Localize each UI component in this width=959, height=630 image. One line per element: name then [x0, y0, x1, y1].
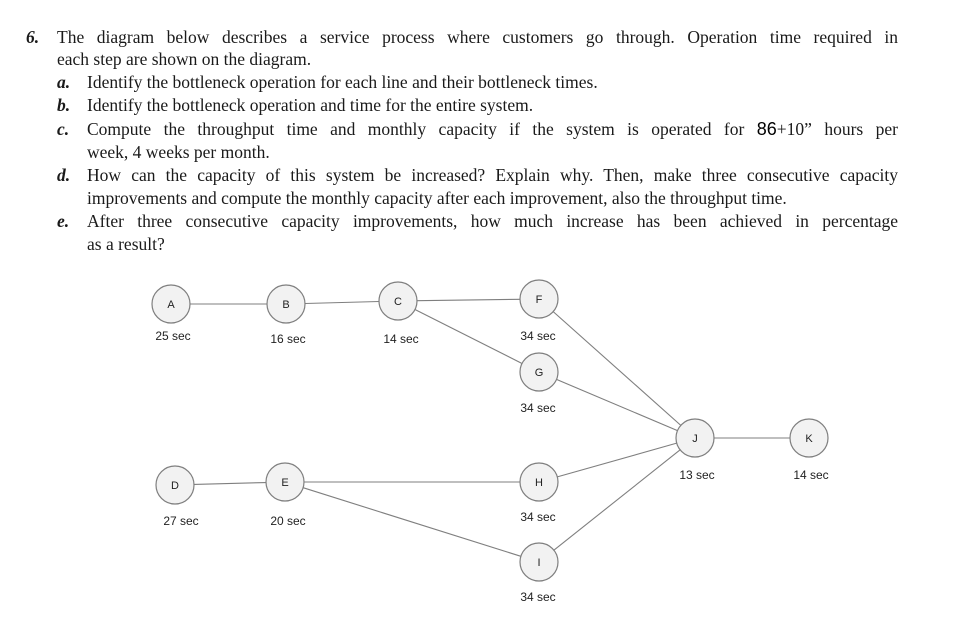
- node-j-time: 13 sec: [679, 468, 715, 482]
- node-d-letter: D: [171, 480, 179, 492]
- edge-f-j: [553, 312, 681, 426]
- node-b-time: 16 sec: [270, 332, 306, 346]
- node-b: [267, 285, 306, 346]
- node-k: [790, 419, 829, 482]
- question-number: 6.: [26, 27, 40, 47]
- node-a-letter: A: [167, 299, 175, 311]
- edge-b-c: [305, 302, 379, 304]
- question-intro-line2: each step are shown on the diagram.: [57, 49, 312, 69]
- part-d-label: d.: [57, 165, 71, 185]
- question-intro-line1: The diagram below describes a service process where customers go through. Operation time required in: [57, 27, 898, 47]
- node-c-letter: C: [394, 296, 402, 308]
- part-d-line1: How can the capacity of this system be increased? Explain why. Then, make three consecutive capacity: [87, 165, 898, 185]
- node-i-time: 34 sec: [520, 590, 556, 604]
- node-e-time: 20 sec: [270, 514, 306, 528]
- part-c-line1-pre: Compute the throughput time and monthly capacity if the system is operated for: [87, 119, 757, 139]
- node-h: [520, 463, 558, 524]
- node-a: [152, 285, 191, 343]
- part-e-line2: as a result?: [87, 234, 165, 254]
- node-a-time: 25 sec: [155, 329, 191, 343]
- node-k-letter: K: [805, 433, 813, 445]
- part-a-label: a.: [57, 72, 71, 92]
- part-e-label: e.: [57, 211, 70, 231]
- part-d-line2: improvements and compute the monthly capacity after each improvement, also the throughput time.: [87, 188, 787, 208]
- part-c-line2: week, 4 weeks per month.: [87, 142, 270, 162]
- node-g: [520, 353, 558, 415]
- node-d: [156, 466, 199, 528]
- part-c-label: c.: [57, 119, 70, 139]
- node-c: [379, 282, 419, 346]
- node-f: [520, 280, 558, 343]
- node-b-letter: B: [282, 299, 290, 311]
- node-g-time: 34 sec: [520, 401, 556, 415]
- node-j-letter: J: [692, 433, 698, 445]
- node-h-time: 34 sec: [520, 510, 556, 524]
- node-k-time: 14 sec: [793, 468, 829, 482]
- node-e: [266, 463, 306, 528]
- node-i-letter: I: [537, 557, 541, 569]
- node-f-letter: F: [535, 294, 543, 306]
- edge-e-i: [303, 488, 521, 557]
- edge-i-j: [554, 450, 680, 550]
- node-d-time: 27 sec: [163, 514, 199, 528]
- edge-h-j: [557, 443, 676, 477]
- part-b-text: Identify the bottleneck operation and time for the entire system.: [87, 95, 534, 115]
- part-a-text: Identify the bottleneck operation for each line and their bottleneck times.: [87, 72, 598, 92]
- node-i: [520, 543, 558, 604]
- part-e-line1: After three consecutive capacity improvements, how much increase has been achieved in percentage: [87, 211, 898, 231]
- node-f-time: 34 sec: [520, 329, 556, 343]
- node-c-time: 14 sec: [383, 332, 419, 346]
- node-g-letter: G: [534, 367, 544, 379]
- part-c-line1-post: +10” hours per: [776, 119, 898, 139]
- node-h-letter: H: [535, 477, 543, 489]
- edge-d-e: [194, 483, 266, 485]
- edge-c-g: [415, 310, 522, 364]
- node-e-letter: E: [281, 477, 289, 489]
- part-c-hours-value: 86: [756, 119, 777, 139]
- edge-c-f: [417, 299, 520, 300]
- edge-g-j: [556, 379, 677, 430]
- part-b-label: b.: [57, 95, 71, 115]
- node-j: [676, 419, 715, 482]
